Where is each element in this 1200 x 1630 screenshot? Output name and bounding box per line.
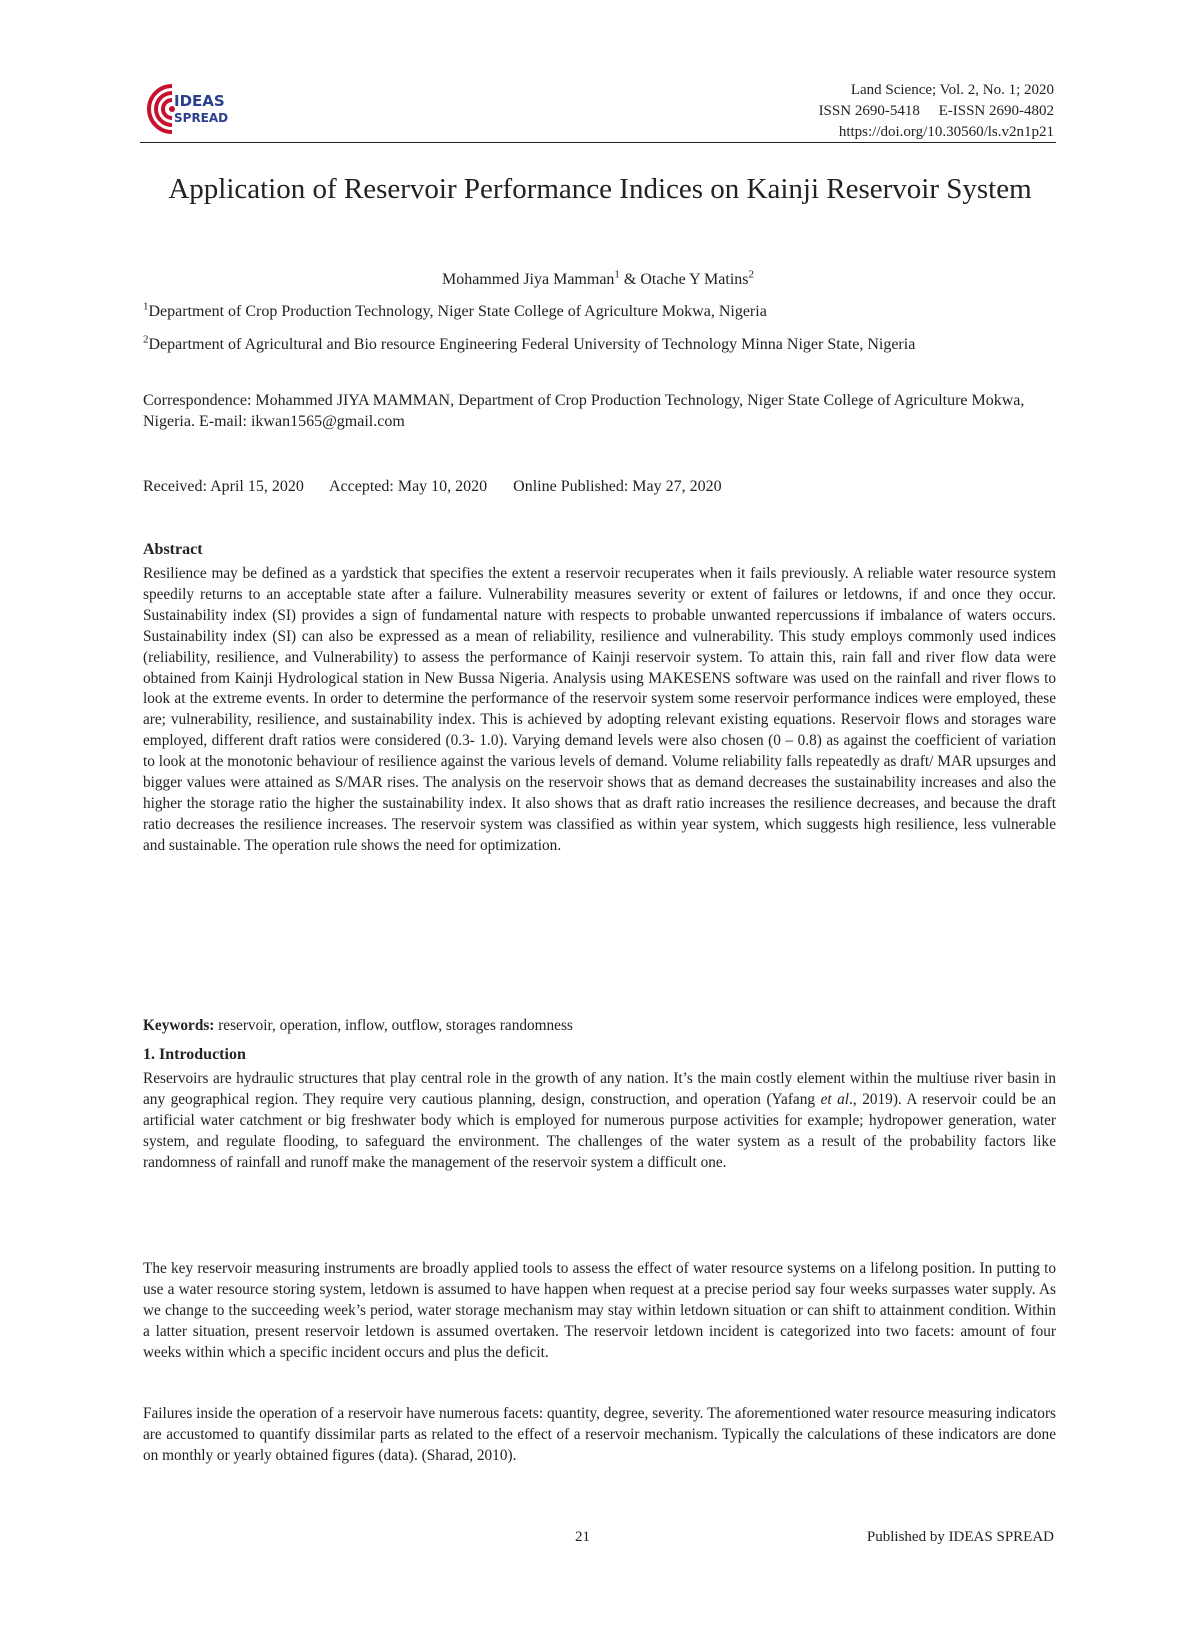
intro-paragraph-2: The key reservoir measuring instruments are broadly applied tools to assess the effect of water resource systems on a lifelong position. In putting to use a water resource storing system, letdown is assumed to have happen when request at a precise period say four weeks surpasses water supply. As we change to the succeeding week’s period, water storage mechanism may stay within letdown situation or can shift to attainment condition. Within a latter situation, present reservoir letdown is assumed overtaken. The reservoir letdown incident is categorized into two facets: amount of four weeks within which a specific incident occurs and plus the deficit. — [143, 1260, 1056, 1361]
affiliation-1-text: Department of Crop Production Technology, Niger State College of Agriculture Mokwa, Nigeria — [148, 303, 767, 320]
author-1-sup: 1 — [614, 268, 620, 281]
issn-line: ISSN 2690-5418 E-ISSN 2690-4802 — [818, 103, 1054, 119]
abstract-text: Resilience may be defined as a yardstick that specifies the extent a reservoir recuperates when it fails previously. A reliable water resource system speedily returns to an acceptable state after a failure. Vulnerability measures severity or extent of failures or letdowns, if and once they occur. Sustainability index (SI) provides a sign of fundamental nature with respects to probable unwanted repercussions if imbalance of waters occurs. Sustainability index (SI) can also be expressed as a mean of reliability, resilience and vulnerability. This study employs commonly used indices (reliability, resilience, and Vulnerability) to assess the performance of Kainji reservoir system. To attain this, rain fall and river flow data were obtained from Kainji Hydrological station in New Bussa Nigeria. Analysis using MAKESENS software was used on the rainfall and river flows to look at the extreme events. In order to determine the performance of the reservoir system some reservoir performance indices were employed, these are; vulnerability, resilience, and sustainability index. This is achieved by adopting relevant existing equations. Reservoir flows and storages ware employed, different draft ratios were considered (0.3- 1.0). Varying demand levels were also chosen (0 – 0.8) as against the coefficient of variation to look at the monotonic behaviour of resilience against the various levels of demand. Volume reliability falls repeatedly as draft/ MAR upsurges and bigger values were attained as S/MAR rises. The analysis on the reservoir shows that as demand decreases the sustainability increases and also the higher the storage ratio the higher the sustainability index. It also shows that as draft ratio increases the resilience decreases, and because the draft ratio decreases the resilience increases. The reservoir system was classified as within year system, which suggests high resilience, less vulnerable and sustainable. The operation rule shows the need for optimization. — [143, 565, 1056, 854]
affiliation-2 — [143, 334, 1058, 355]
affiliation-1-sup: 1 — [143, 300, 149, 313]
page-number: 21 — [575, 1529, 590, 1545]
affiliation-1 — [143, 301, 1058, 322]
received-date: Received: April 15, 2020 — [143, 478, 304, 495]
svg-text:SPREAD: SPREAD — [174, 111, 229, 125]
article-title: Application of Reservoir Performance Indices on Kainji Reservoir System — [168, 173, 1032, 205]
introduction-heading: 1. Introduction — [143, 1046, 246, 1063]
author-separator: & — [619, 271, 641, 288]
correspondence: Correspondence: Mohammed JIYA MAMMAN, Department of Crop Production Technology, Niger State College of Agriculture Mokwa, Nigeria. E-mail: ikwan1565@gmail.com — [143, 392, 1025, 430]
accepted-date: Accepted: May 10, 2020 — [328, 478, 488, 495]
keywords-text: reservoir, operation, inflow, outflow, storages randomness — [214, 1017, 573, 1034]
affiliation-2-text: Department of Agricultural and Bio resource Engineering Federal University of Technology Minna Niger State, Nigeria — [148, 336, 916, 353]
doi-link[interactable]: https://doi.org/10.30560/ls.v2n1p21 — [838, 124, 1054, 140]
header-divider — [140, 142, 1056, 143]
author-line — [140, 270, 1056, 290]
publisher-footer: Published by IDEAS SPREAD — [866, 1529, 1054, 1545]
ideas-spread-logo — [140, 78, 250, 140]
affiliation-2-sup: 2 — [143, 333, 149, 346]
author-1: Mohammed Jiya Mamman — [442, 271, 615, 288]
abstract-heading: Abstract — [143, 541, 203, 558]
journal-line: Land Science; Vol. 2, No. 1; 2020 — [850, 82, 1054, 98]
journal-info — [819, 80, 1054, 143]
svg-text:IDEAS: IDEAS — [174, 92, 225, 110]
intro-p1-part-b: ., 2019). A reservoir could be an artificial water catchment or big freshwater body which is employed for numerous purpose activities for example; hydropower generation, water system, and regulate flooding, to safeguard the environment. The challenges of the water system as a result of the probability factors like randomness of rainfall and runoff make the management of the reservoir system a difficult one. — [143, 1090, 1056, 1171]
author-2: Otache Y Matins — [640, 271, 749, 288]
intro-p1-etal: et al — [820, 1090, 850, 1108]
published-date: Online Published: May 27, 2020 — [513, 478, 722, 495]
keywords — [143, 1017, 1056, 1035]
intro-paragraph-3: Failures inside the operation of a reservoir have numerous facets: quantity, degree, severity. The aforementioned water resource measuring indicators are accustomed to quantify dissimilar parts as related to the effect of a reservoir mechanism. Typically the calculations of these indicators are done on monthly or yearly obtained figures (data). (Sharad, 2010). — [143, 1405, 1056, 1464]
intro-paragraph-1 — [143, 1069, 1056, 1174]
keywords-label: Keywords: — [143, 1017, 215, 1034]
article-dates — [143, 478, 744, 496]
author-2-sup: 2 — [748, 268, 754, 281]
intro-p1-part-a: Reservoirs are hydraulic structures that play central role in the growth of any nation. It’s the main costly element within the multiuse river basin in any geographical region. They require very cautious planning, design, construction, and operation (Yafang — [143, 1070, 1056, 1108]
